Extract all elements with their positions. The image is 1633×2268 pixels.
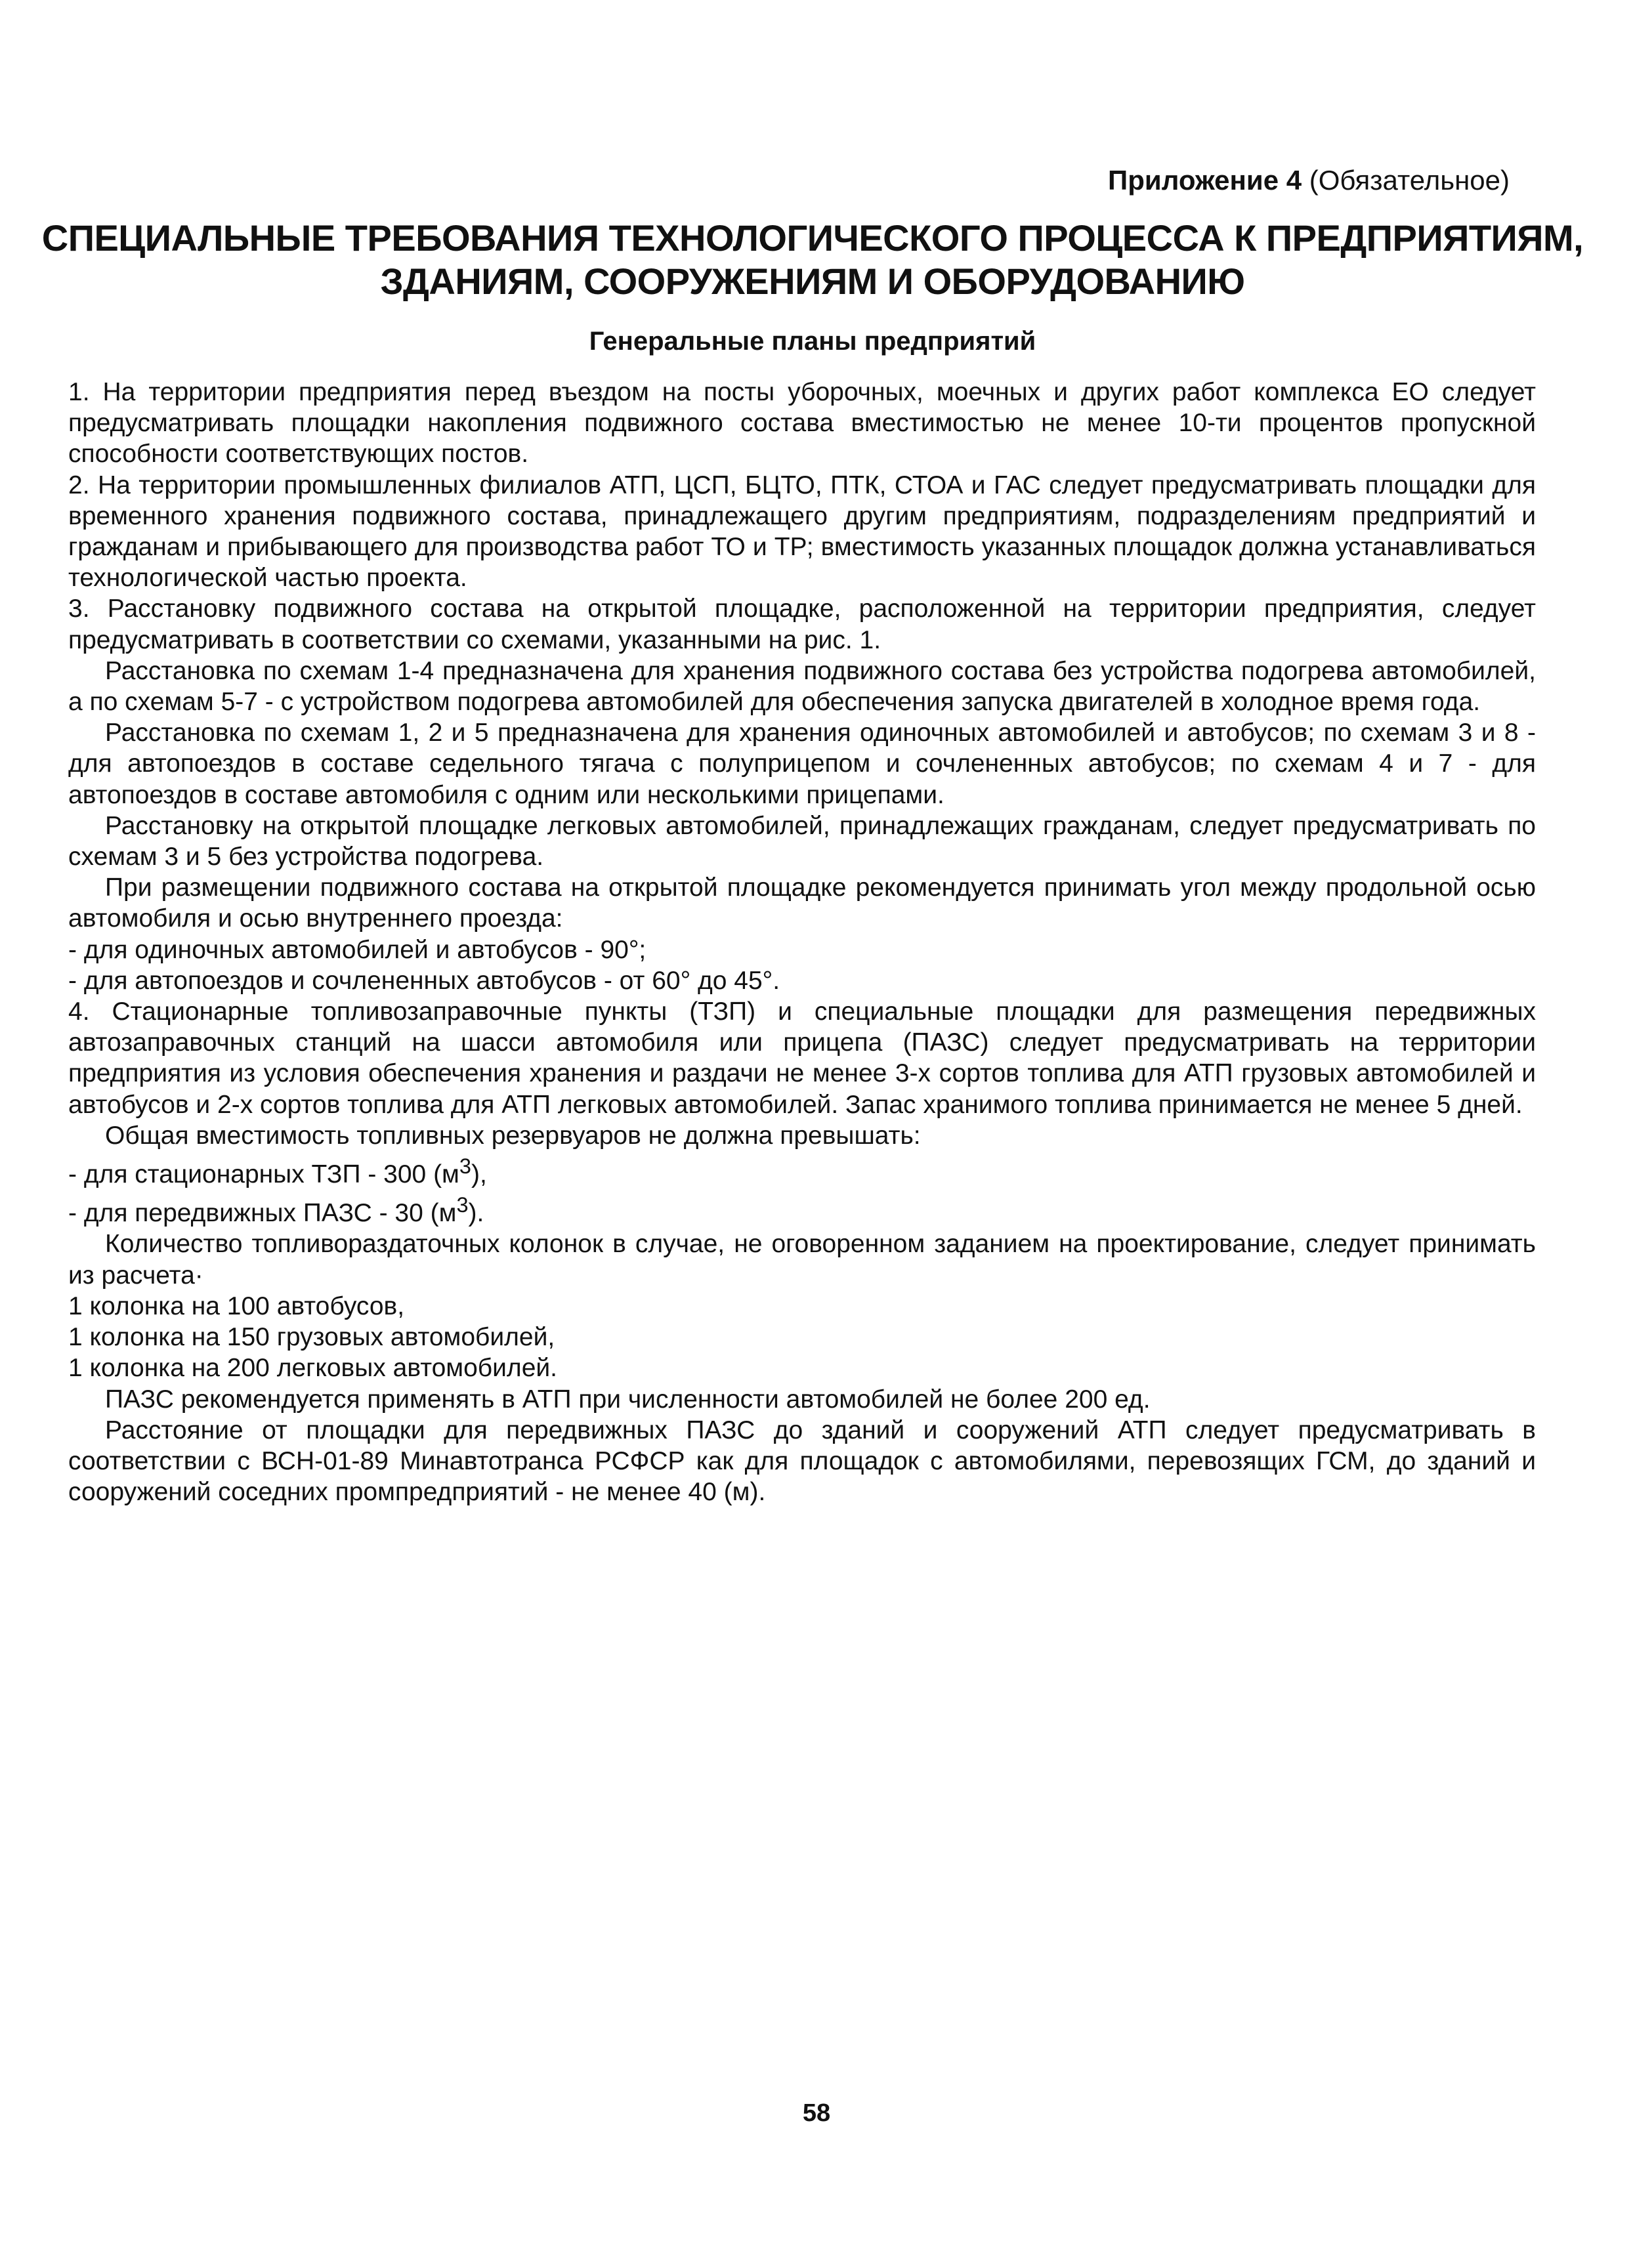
paragraph-pazs-distance: Расстояние от площадки для передвижных ПАЗС до зданий и сооружений АТП следует предусматривать в соответствии с ВСН-01-89 Минавтотранса РСФСР как для площадок с автомобилями, перевозящих ГСМ, до зданий и сооружений соседних промпредприятий - не менее 40 (м). xyxy=(68,1416,1536,1507)
body-text xyxy=(68,377,1536,1507)
list-item-tzp-end: ), xyxy=(471,1160,487,1189)
list-item-cars: 1 колонка на 200 легковых автомобилей. xyxy=(68,1354,557,1383)
list-item-pazs-capacity xyxy=(68,1190,1536,1228)
paragraph-tank-capacity: Общая вместимость топливных резервуаров не должна превышать: xyxy=(105,1121,921,1150)
page-title-line-2: ЗДАНИЯМ, СООРУЖЕНИЯМ И ОБОРУДОВАНИЮ xyxy=(380,261,1245,302)
paragraph-schemes-1-4: Расстановка по схемам 1-4 предназначена для хранения подвижного состава без устройства подогрева автомобилей, а по схемам 5-7 - с устройством подогрева автомобилей для обеспечения запуска двигателей в холодное время года. xyxy=(68,656,1536,717)
section-heading: Генеральные планы предприятий xyxy=(589,327,1036,356)
paragraph-schemes-1-2-5: Расстановка по схемам 1, 2 и 5 предназначена для хранения одиночных автомобилей и автобусов; по схемам 3 и 8 - для автопоездов в составе седельного тягача с полуприцепом и сочлененных автобусов; по схемам 4 и 7 - для автопоездов в составе автомобиля с одним или несколькими прицепами. xyxy=(68,719,1536,809)
page-title-line-1: СПЕЦИАЛЬНЫЕ ТРЕБОВАНИЯ ТЕХНОЛОГИЧЕСКОГО ПРОЦЕССА К ПРЕДПРИЯТИЯМ, xyxy=(41,217,1584,259)
appendix-label xyxy=(1108,163,1510,198)
list-item-buses: 1 колонка на 100 автобусов, xyxy=(68,1292,405,1320)
paragraph-pump-count: Количество топливораздаточных колонок в случае, не оговоренном заданием на проектирование, следует принимать из расчета· xyxy=(68,1230,1536,1290)
paragraph-passenger-cars: Расстановку на открытой площадке легковых автомобилей, принадлежащих гражданам, следует предусматривать по схемам 3 и 5 без устройства подогрева. xyxy=(68,811,1536,872)
paragraph-1: 1. На территории предприятия перед въездом на посты уборочных, моечных и других работ комплекса ЕО следует предусматривать площадки накопления подвижного состава вместимостью не менее 10-ти процентов пропускной способности соответствующих постов. xyxy=(68,378,1536,469)
list-item-trucks: 1 колонка на 150 грузовых автомобилей, xyxy=(68,1323,555,1352)
paragraph-4: 4. Стационарные топливозаправочные пункты (ТЗП) и специальные площадки для размещения передвижных автозаправочных станций на шасси автомобиля или прицепа (ПАЗС) следует предусматривать на территории предприятия из условия обеспечения хранения и раздачи не менее 3-х сортов топлива для АТП грузовых автомобилей и автобусов и 2-х сортов топлива для АТП легковых автомобилей. Запас хранимого топлива принимается не менее 5 дней. xyxy=(68,998,1536,1119)
list-item-tzp-capacity xyxy=(68,1151,1536,1190)
page-number: 58 xyxy=(802,2099,831,2127)
paragraph-pazs-usage: ПАЗС рекомендуется применять в АТП при численности автомобилей не более 200 ед. xyxy=(105,1385,1151,1414)
list-item-pazs-end: ). xyxy=(468,1199,484,1228)
paragraph-2: 2. На территории промышленных филиалов АТП, ЦСП, БЦТО, ПТК, СТОА и ГАС следует предусматривать площадки для временного хранения подвижного состава, принадлежащего другим предприятиям, подразделениям предприятий и гражданам и прибывающего для производства работ ТО и ТР; вместимость указанных площадок должна устанавливаться технологической частью проекта. xyxy=(68,471,1536,593)
list-item-pazs-text: - для передвижных ПАЗС - 30 (м xyxy=(68,1199,457,1228)
list-item-tzp-text: - для стационарных ТЗП - 300 (м xyxy=(68,1160,459,1189)
list-item-angle-single: - для одиночных автомобилей и автобусов - 90°; xyxy=(68,935,647,964)
appendix-number: Приложение 4 xyxy=(1108,165,1302,196)
superscript-cubed: 3 xyxy=(459,1154,471,1179)
appendix-status: (Обязательное) xyxy=(1309,165,1510,196)
list-item-angle-trains: - для автопоездов и сочлененных автобусов - от 60° до 45°. xyxy=(68,966,780,995)
paragraph-angle: При размещении подвижного состава на открытой площадке рекомендуется принимать угол между продольной осью автомобиля и осью внутреннего проезда: xyxy=(68,873,1536,933)
page-title xyxy=(39,217,1586,303)
superscript-cubed: 3 xyxy=(456,1193,469,1217)
paragraph-3: 3. Расстановку подвижного состава на открытой площадке, расположенной на территории предприятия, следует предусматривать в соответствии со схемами, указанными на рис. 1. xyxy=(68,595,1536,654)
